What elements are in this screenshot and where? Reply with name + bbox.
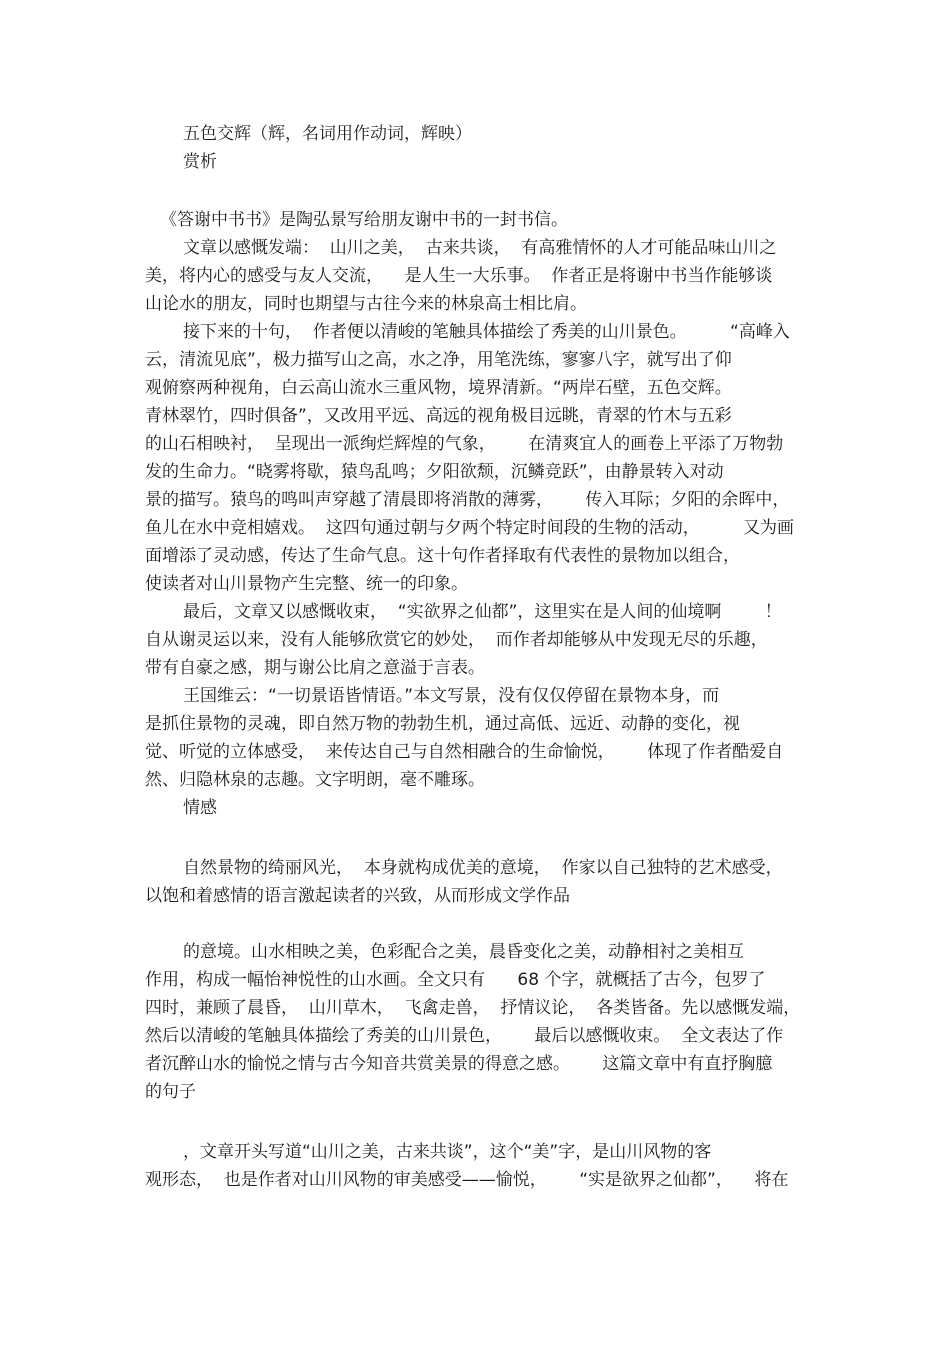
text-line: 然后以清峻的笔触具体描绘了秀美的山川景色， 最后以感慨收束。 全文表达了作 bbox=[145, 1026, 784, 1046]
text-line: 使读者对山川景物产生完整、统一的印象。 bbox=[145, 574, 468, 594]
text-line: 青林翠竹，四时俱备”，又改用平远、高远的视角极目远眺，青翠的竹木与五彩 bbox=[145, 406, 732, 426]
text-line: 然、归隐林泉的志趣。文字明朗，毫不雕琢。 bbox=[145, 770, 485, 790]
text-line: 文章以感慨发端： 山川之美， 古来共谈， 有高雅情怀的人才可能品味山川之 bbox=[183, 238, 777, 258]
text-line: 山论水的朋友，同时也期望与古往今来的林泉高士相比肩。 bbox=[145, 294, 587, 314]
text-line: 自然景物的绮丽风光， 本身就构成优美的意境， 作家以自己独特的艺术感受， bbox=[183, 858, 783, 878]
text-line: 者沉醉山水的愉悦之情与古今知音共赏美景的得意之感。 这篇文章中有直抒胸臆 bbox=[145, 1054, 773, 1074]
text-line: 发的生命力。“晓雾将歇，猿鸟乱鸣；夕阳欲颓，沉鳞竞跃”，由静景转入对动 bbox=[145, 462, 724, 482]
text-line: 的意境。山水相映之美，色彩配合之美，晨昏变化之美，动静相衬之美相互 bbox=[183, 942, 744, 962]
text-line: 以饱和着感情的语言激起读者的兴致，从而形成文学作品 bbox=[145, 886, 570, 906]
text-line: 接下来的十句， 作者便以清峻的笔触具体描绘了秀美的山川景色。 “高峰入 bbox=[183, 322, 790, 342]
text-line: ，文章开头写道“山川之美，古来共谈”，这个“美”字，是山川风物的客 bbox=[183, 1142, 712, 1162]
text-line: 的句子 bbox=[145, 1082, 196, 1102]
text-line: 是抓住景物的灵魂，即自然万物的勃勃生机，通过高低、远近、动静的变化，视 bbox=[145, 714, 740, 734]
text-line: 云，清流见底”，极力描写山之高，水之净，用笔洗练，寥寥八字，就写出了仰 bbox=[145, 350, 732, 370]
text-line: 带有自豪之感，期与谢公比肩之意溢于言表。 bbox=[145, 658, 485, 678]
text-line: 作用，构成一幅怡神悦性的山水画。全文只有 68 个字，就概括了古今，包罗了 bbox=[145, 970, 766, 990]
text-line: 王国维云：“一切景语皆情语。”本文写景，没有仅仅停留在景物本身，而 bbox=[183, 686, 720, 706]
text-line: 景的描写。猿鸟的鸣叫声穿越了清晨即将消散的薄雾， 传入耳际；夕阳的余晖中， bbox=[145, 490, 790, 510]
text-line: 面增添了灵动感，传达了生命气息。这十句作者择取有代表性的景物加以组合， bbox=[145, 546, 740, 566]
text-line: 自从谢灵运以来，没有人能够欣赏它的妙处， 而作者却能够从中发现无尽的乐趣， bbox=[145, 630, 768, 650]
text-line: 观俯察两种视角，白云高山流水三重风物，境界清新。“两岸石壁，五色交辉。 bbox=[145, 378, 732, 398]
section-heading: 赏析 bbox=[183, 152, 217, 172]
text-line: 鱼儿在水中竞相嬉戏。 这四句通过朝与夕两个特定时间段的生物的活动， 又为画 bbox=[145, 518, 795, 538]
text-line: 美，将内心的感受与友人交流， 是人生一大乐事。 作者正是将谢中书当作能够谈 bbox=[145, 266, 773, 286]
text-line: 觉、听觉的立体感受， 来传达自己与自然相融合的生命愉悦， 体现了作者酷爱自 bbox=[145, 742, 784, 762]
text-line: 最后，文章又以感慨收束， “实欲界之仙都”，这里实在是人间的仙境啊 ！ bbox=[183, 602, 782, 622]
section-heading: 情感 bbox=[183, 798, 217, 818]
text-line: 观形态， 也是作者对山川风物的审美感受——愉悦， “实是欲界之仙都”， 将在 bbox=[145, 1170, 789, 1190]
text-line: 五色交辉（辉，名词用作动词，辉映） bbox=[183, 124, 472, 144]
text-line: 四时，兼顾了晨昏， 山川草木， 飞禽走兽， 抒情议论， 各类皆备。先以感慨发端， bbox=[145, 998, 801, 1018]
text-line: 《答谢中书书》是陶弘景写给朋友谢中书的一封书信。 bbox=[160, 210, 568, 230]
text-line: 的山石相映衬， 呈现出一派绚烂辉煌的气象， 在清爽宜人的画卷上平添了万物勃 bbox=[145, 434, 784, 454]
